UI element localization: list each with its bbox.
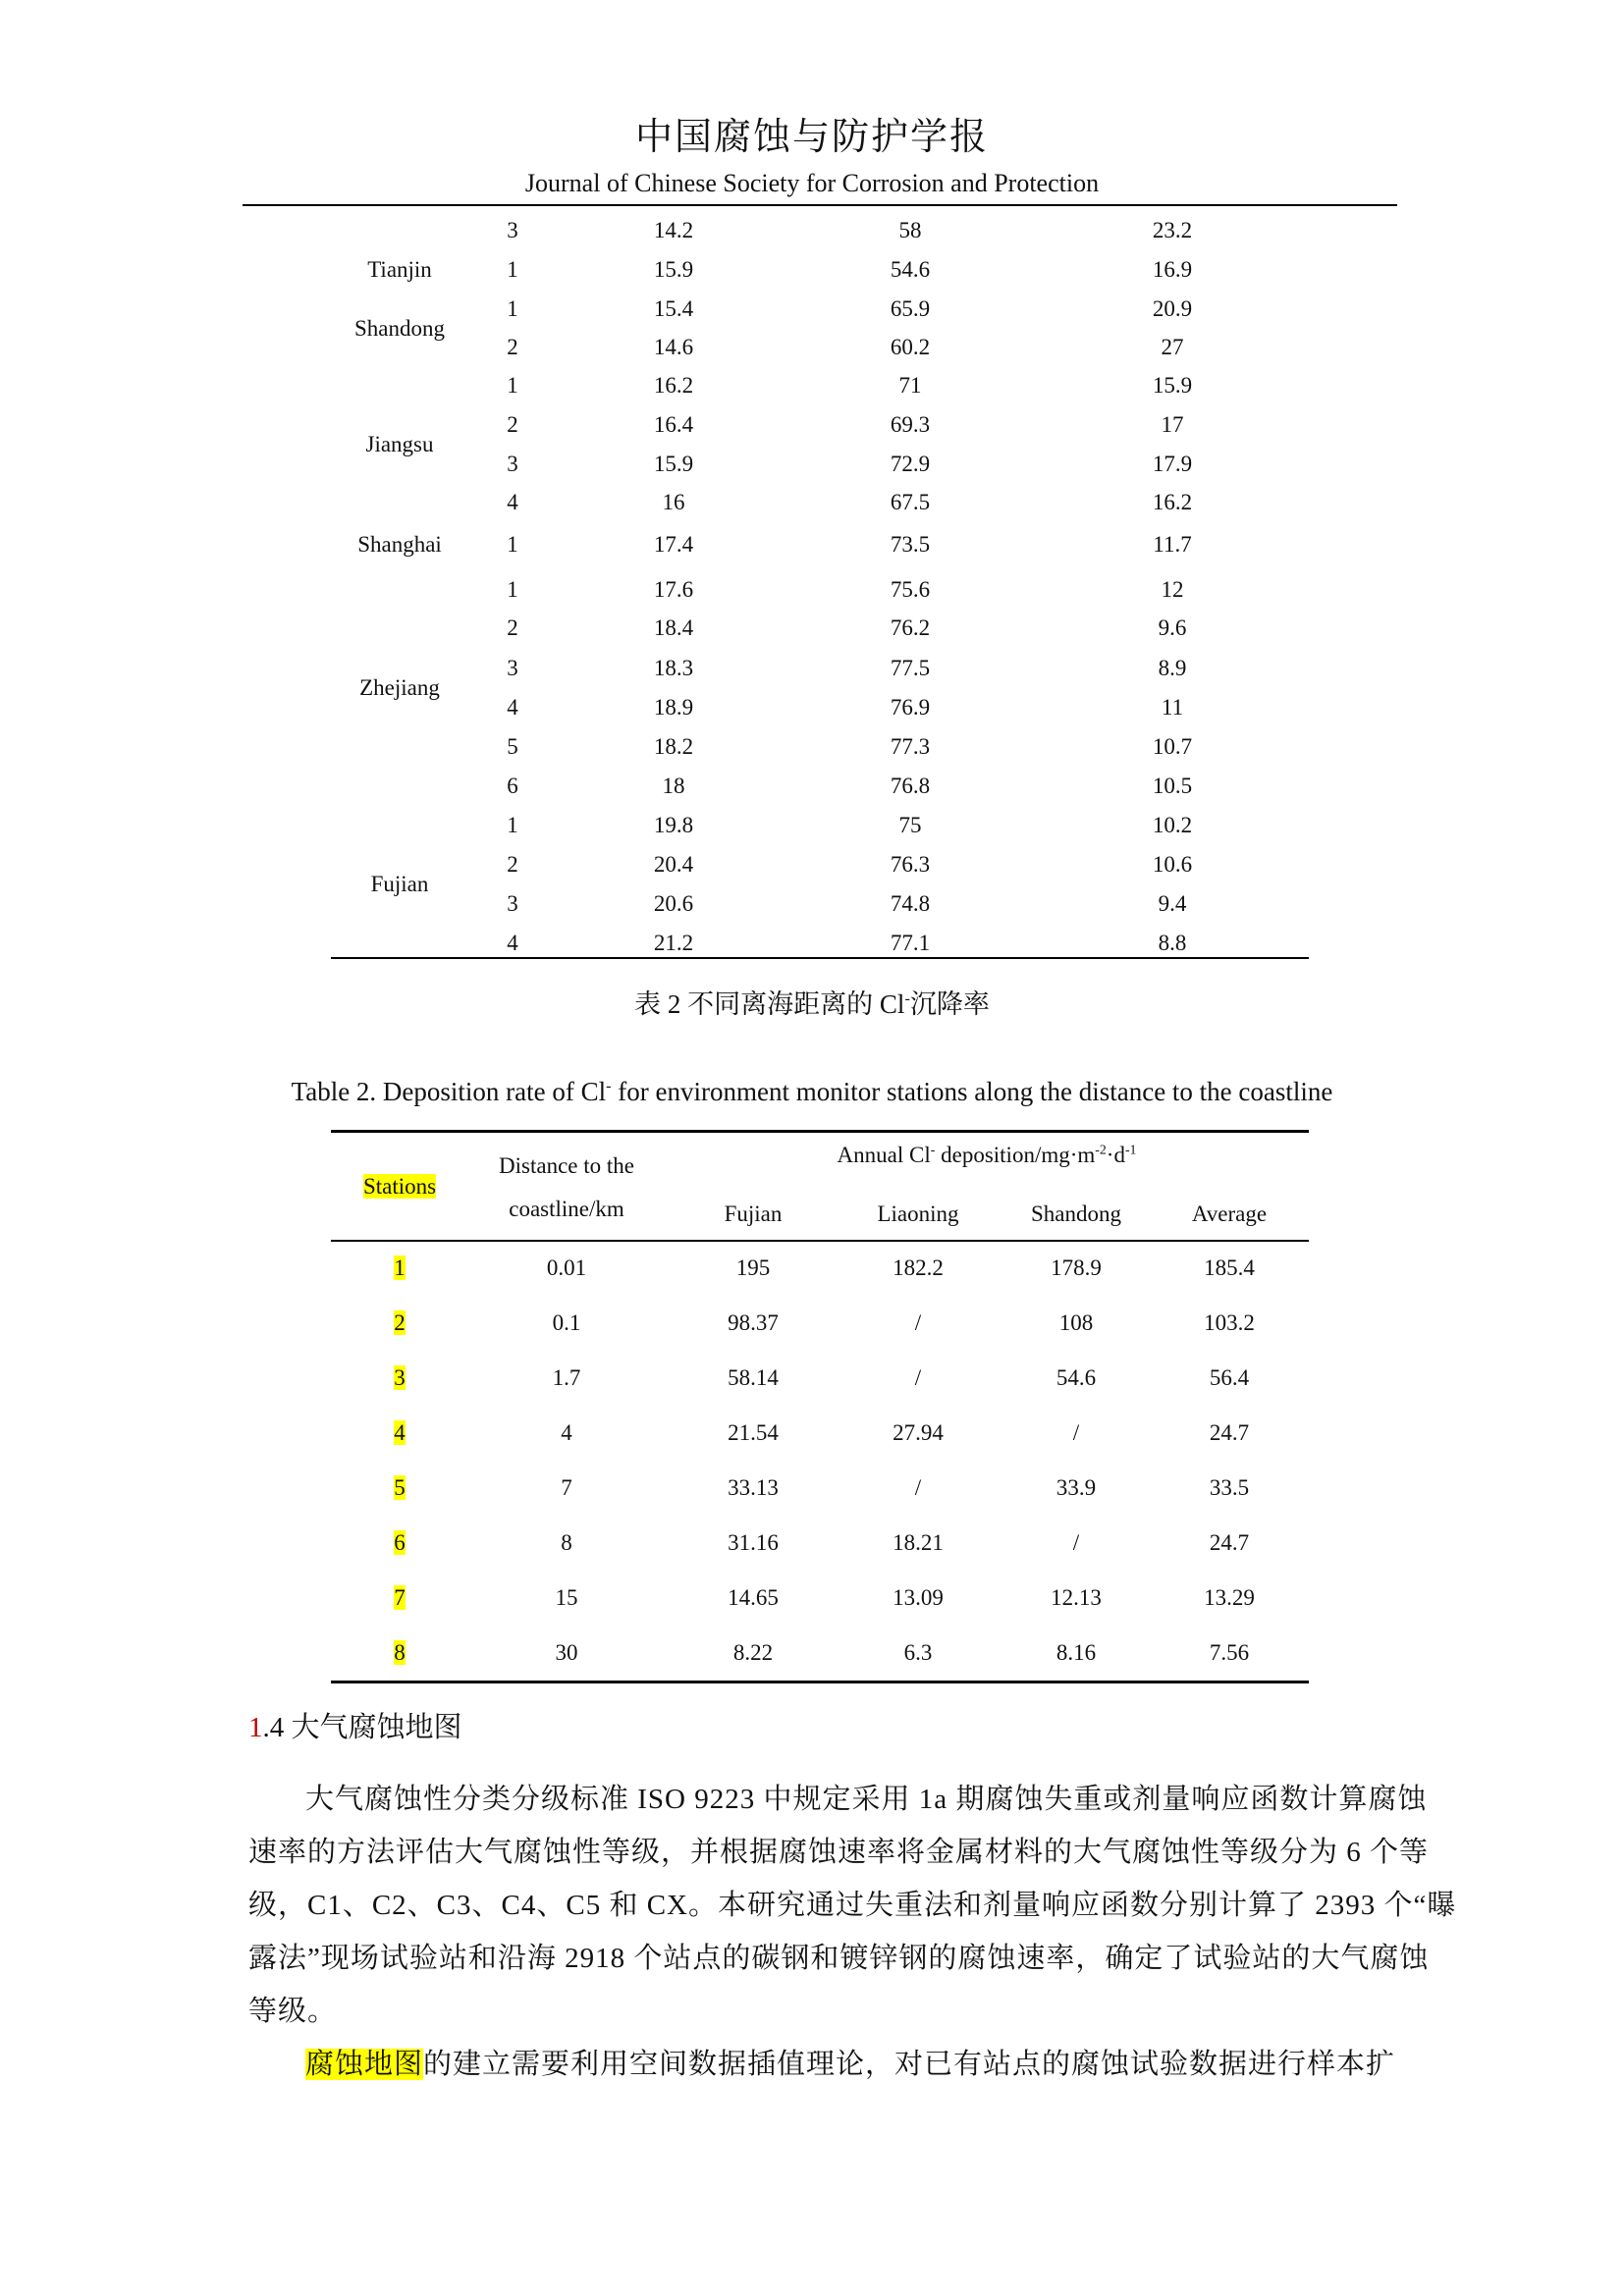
table1-cell: 20.4 — [653, 852, 694, 877]
table1-cell: 72.9 — [890, 452, 931, 476]
table1-cell: 16 — [662, 490, 685, 514]
table1-region-label: Fujian — [370, 872, 429, 896]
table1-cell: 4 — [507, 490, 518, 514]
table1-cell: 14.6 — [653, 335, 694, 359]
table1-cell: 15.9 — [653, 452, 694, 476]
table2-station-cell — [351, 1363, 449, 1393]
table1-cell: 3 — [507, 218, 518, 242]
table2-station-cell — [351, 1528, 449, 1558]
journal-title-cn: 中国腐蚀与防护学报 — [634, 117, 989, 158]
table1-cell: 10.6 — [1152, 852, 1193, 877]
table1-cell: 3 — [507, 452, 518, 476]
table2-cell: 33.5 — [1209, 1475, 1250, 1500]
table2-cell: 1.7 — [552, 1365, 581, 1390]
table2-cell: 178.9 — [1051, 1255, 1102, 1280]
table2-cell: 18.21 — [893, 1530, 944, 1555]
table1-region-label: Zhejiang — [359, 675, 440, 700]
station-number-highlight: 1 — [394, 1255, 406, 1280]
station-number-highlight: 3 — [394, 1365, 406, 1390]
table1-cell: 2 — [507, 852, 518, 877]
table2-station-cell — [351, 1638, 449, 1668]
table2-header-average: Average — [1191, 1201, 1268, 1226]
table1-cell: 3 — [507, 891, 518, 916]
paragraph-line: 级，C1、C2、C3、C4、C5 和 CX。本研究通过失重法和剂量响应函数分别计算了 2393 个“曝 — [248, 1890, 1457, 1921]
table2-cell: 58.14 — [728, 1365, 779, 1390]
table2-header-fujian: Fujian — [724, 1201, 783, 1226]
header-rule — [243, 204, 1397, 206]
table1-cell: 76.9 — [890, 695, 931, 720]
table1-region-label: Jiangsu — [365, 432, 434, 456]
table2-cell: / — [1072, 1420, 1080, 1445]
table2-cell: / — [914, 1365, 922, 1390]
table2-cell: 12.13 — [1051, 1585, 1102, 1610]
paragraph-line: 速率的方法评估大气腐蚀性等级，并根据腐蚀速率将金属材料的大气腐蚀性等级分为 6 个等 — [248, 1837, 1430, 1868]
table1-cell: 4 — [507, 695, 518, 720]
table1-cell: 77.5 — [890, 656, 931, 680]
table2-cell: 108 — [1058, 1310, 1094, 1335]
table1-cell: 75.6 — [890, 577, 931, 602]
table1-cell: 73.5 — [890, 532, 931, 557]
table1-cell: 18.3 — [653, 656, 694, 680]
table1-cell: 14.2 — [653, 218, 694, 242]
table1-cell: 77.1 — [890, 931, 931, 955]
paragraph-line: 大气腐蚀性分类分级标准 ISO 9223 中规定采用 1a 期腐蚀失重或剂量响应函数计算腐蚀 — [305, 1784, 1428, 1815]
table1-cell: 60.2 — [890, 335, 931, 359]
table2-station-cell — [351, 1308, 449, 1338]
table1-cell: 10.2 — [1152, 813, 1193, 837]
corrosion-map-highlight: 腐蚀地图 — [305, 2049, 424, 2080]
table2-cell: 33.13 — [728, 1475, 779, 1500]
table1-cell: 10.7 — [1152, 734, 1193, 759]
table2-header-distance-2: coastline/km — [509, 1197, 624, 1221]
table1-cell: 15.9 — [1152, 373, 1193, 398]
table2-cell: 21.54 — [728, 1420, 779, 1445]
table1-cell: 1 — [507, 296, 518, 321]
table1-cell: 15.9 — [653, 257, 694, 282]
paragraph-2: 腐蚀地图的建立需要利用空间数据插值理论，对已有站点的腐蚀试验数据进行样本扩 — [305, 2049, 1396, 2080]
table2-cell: 103.2 — [1204, 1310, 1255, 1335]
table2-cell: 8 — [561, 1530, 572, 1555]
table1-cell: 16.2 — [1152, 490, 1193, 514]
table1-region-label: Shanghai — [357, 532, 442, 557]
table1-region-label: Tianjin — [367, 257, 432, 282]
table1-cell: 1 — [507, 532, 518, 557]
table2-cell: 33.9 — [1056, 1475, 1097, 1500]
table1-cell: 17.4 — [653, 532, 694, 557]
table1-cell: 16.2 — [653, 373, 694, 398]
table2-caption-cn: 表 2 不同离海距离的 Cl-沉降率 — [634, 989, 990, 1019]
table1-cell: 19.8 — [653, 813, 694, 837]
table1-cell: 16.9 — [1152, 257, 1193, 282]
table2-station-cell — [351, 1473, 449, 1503]
table2-cell: / — [914, 1310, 922, 1335]
table2-cell: 8.16 — [1056, 1640, 1097, 1665]
table1-cell: 11 — [1161, 695, 1184, 720]
table1-cell: 9.4 — [1158, 891, 1187, 916]
table1-cell: 18.9 — [653, 695, 694, 720]
table1-cell: 18.4 — [653, 615, 694, 640]
table2-cell: 31.16 — [728, 1530, 779, 1555]
stations-highlight: Stations — [362, 1174, 437, 1199]
table2-top-rule — [331, 1130, 1309, 1133]
table2-cell: 27.94 — [893, 1420, 944, 1445]
table1-cell: 76.8 — [890, 774, 931, 798]
table1-cell: 18.2 — [653, 734, 694, 759]
table2-cell: 7 — [561, 1475, 572, 1500]
table1-cell: 1 — [507, 373, 518, 398]
table1-cell: 21.2 — [653, 931, 694, 955]
station-number-highlight: 6 — [394, 1530, 406, 1555]
table1-cell: 10.5 — [1152, 774, 1193, 798]
paragraph-line: 露法”现场试验站和沿海 2918 个站点的碳钢和镀锌钢的腐蚀速率，确定了试验站的大气腐蚀 — [248, 1943, 1430, 1974]
section-number-red: 1 — [248, 1712, 263, 1743]
table1-cell: 1 — [507, 813, 518, 837]
table2-cell: 24.7 — [1209, 1530, 1250, 1555]
table2-header-shandong: Shandong — [1031, 1201, 1121, 1226]
table1-bottom-rule — [331, 957, 1309, 959]
table1-cell: 74.8 — [890, 891, 931, 916]
table2-header-distance-1: Distance to the — [499, 1153, 634, 1178]
table1-cell: 12 — [1161, 577, 1184, 602]
table1-cell: 67.5 — [890, 490, 931, 514]
table1-cell: 77.3 — [890, 734, 931, 759]
table2-header-liaoning: Liaoning — [877, 1201, 959, 1226]
table2-caption-en: Table 2. Deposition rate of Cl- for environment monitor stations along the distance to the coastline — [291, 1077, 1333, 1106]
section-heading: 1.4 大气腐蚀地图 — [248, 1712, 462, 1743]
table1-cell: 17.9 — [1152, 452, 1193, 476]
table2-cell: 13.09 — [893, 1585, 944, 1610]
table1-cell: 4 — [507, 931, 518, 955]
table2-header-rule — [331, 1240, 1309, 1242]
table2-cell: 4 — [561, 1420, 572, 1445]
table2-header-stations — [351, 1172, 449, 1201]
station-number-highlight: 2 — [394, 1310, 406, 1335]
table1-cell: 11.7 — [1153, 532, 1192, 557]
table1-cell: 20.6 — [653, 891, 694, 916]
table2-cell: 98.37 — [728, 1310, 779, 1335]
table1-cell: 9.6 — [1158, 615, 1187, 640]
table1-cell: 27 — [1161, 335, 1184, 359]
table1-cell: 8.8 — [1158, 931, 1187, 955]
table1-cell: 17 — [1161, 412, 1184, 437]
table2-cell: / — [1072, 1530, 1080, 1555]
table1-cell: 1 — [507, 577, 518, 602]
table1-cell: 2 — [507, 335, 518, 359]
table2-cell: 14.65 — [728, 1585, 779, 1610]
table1-cell: 23.2 — [1152, 218, 1193, 242]
journal-title-en: Journal of Chinese Society for Corrosion and Protection — [524, 169, 1100, 197]
table2-cell: 15 — [555, 1585, 578, 1610]
table2-cell: 6.3 — [903, 1640, 933, 1665]
table2-station-cell — [351, 1254, 449, 1283]
table2-cell: 54.6 — [1056, 1365, 1097, 1390]
paragraph-line: 等级。 — [248, 1996, 338, 2027]
station-number-highlight: 5 — [394, 1475, 406, 1500]
table1-cell: 15.4 — [653, 296, 694, 321]
table1-cell: 8.9 — [1158, 656, 1187, 680]
table1-cell: 16.4 — [653, 412, 694, 437]
table1-cell: 18 — [662, 774, 685, 798]
table2-cell: 24.7 — [1209, 1420, 1250, 1445]
table1-cell: 76.2 — [890, 615, 931, 640]
table1-cell: 54.6 — [890, 257, 931, 282]
table1-cell: 2 — [507, 615, 518, 640]
table2-cell: 8.22 — [732, 1640, 774, 1665]
table1-cell: 17.6 — [653, 577, 694, 602]
table1-region-label: Shandong — [354, 316, 445, 341]
table1-cell: 71 — [898, 373, 922, 398]
table2-cell: 185.4 — [1204, 1255, 1255, 1280]
table2-cell: 0.01 — [546, 1255, 587, 1280]
table2-bottom-rule — [331, 1681, 1309, 1683]
table1-cell: 1 — [507, 257, 518, 282]
table2-cell: 30 — [555, 1640, 578, 1665]
table1-cell: 76.3 — [890, 852, 931, 877]
table2-cell: 195 — [735, 1255, 771, 1280]
table2-station-cell — [351, 1418, 449, 1448]
table1-cell: 2 — [507, 412, 518, 437]
table1-cell: 5 — [507, 734, 518, 759]
table1-cell: 6 — [507, 774, 518, 798]
table2-station-cell — [351, 1583, 449, 1613]
station-number-highlight: 7 — [394, 1585, 406, 1610]
table1-cell: 75 — [898, 813, 922, 837]
table2-cell: 0.1 — [552, 1310, 581, 1335]
table2-cell: 7.56 — [1209, 1640, 1250, 1665]
station-number-highlight: 4 — [394, 1420, 406, 1445]
table1-cell: 3 — [507, 656, 518, 680]
station-number-highlight: 8 — [394, 1640, 406, 1665]
table1-cell: 58 — [898, 218, 922, 242]
table2-cell: 13.29 — [1204, 1585, 1255, 1610]
table2-cell: / — [914, 1475, 922, 1500]
table1-cell: 69.3 — [890, 412, 931, 437]
table1-cell: 65.9 — [890, 296, 931, 321]
table2-cell: 56.4 — [1209, 1365, 1250, 1390]
table2-cell: 182.2 — [893, 1255, 944, 1280]
table1-cell: 20.9 — [1152, 296, 1193, 321]
table2-header-annual: Annual Cl- deposition/$mg\cdot m^{-2}\cdot d^{-1}$ — [837, 1142, 1137, 1167]
